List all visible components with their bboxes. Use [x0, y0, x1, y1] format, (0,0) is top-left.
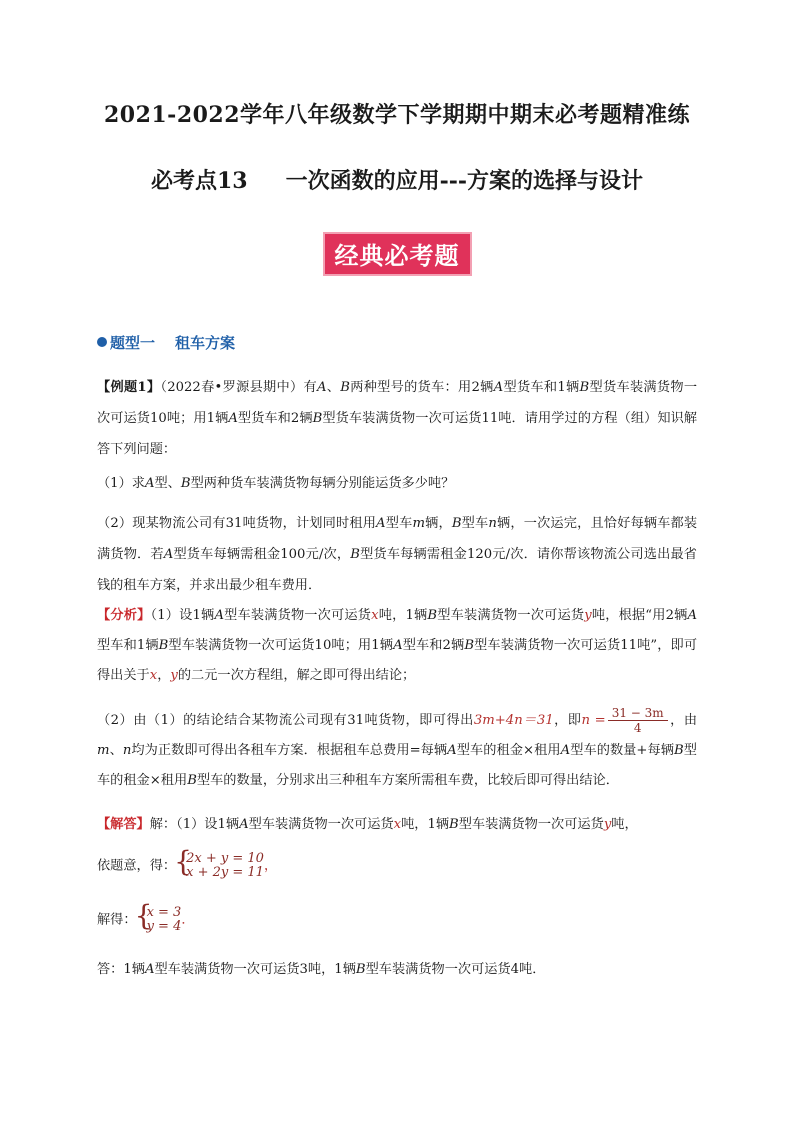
question-1: （1）求A型、B型两种货车装满货物每辆分别能运货多少吨？: [97, 476, 455, 491]
document-title: 2021-2022学年八年级数学下学期期中期末必考题精准练: [103, 102, 691, 128]
solution-result: 解得： { x = 3 y = 4 ．: [97, 906, 195, 934]
system-of-equations: { 2x + y = 10 x + 2y = 11: [176, 852, 264, 880]
section-label: 题型一: [110, 334, 156, 352]
fraction: $\frac{31 - 3m}{4}$: [608, 706, 668, 735]
example-tag: 【例题1】: [97, 380, 161, 395]
final-answer: 答：1辆A型车装满货物一次可运货3吨，1辆B型车装满货物一次可运货4吨．: [97, 962, 546, 977]
equation-system: 依题意，得： { 2x + y = 10 x + 2y = 11 ，: [97, 852, 277, 880]
analysis-tag: 【分析】: [97, 608, 151, 623]
solution-system: { x = 3 y = 4: [137, 906, 182, 934]
section-name: 租车方案: [175, 334, 236, 352]
topic-name: 一次函数的应用---方案的选择与设计: [285, 168, 644, 194]
topic-number: 必考点13: [150, 168, 248, 194]
analysis-part-1: 【分析】（1）设1辆A型车装满货物一次可运货x吨，1辆B型车装满货物一次可运货y吨，根据“用2辆A型车和1辆B型车装满货物一次可运货10吨；用1辆A型车和2辆B型车装满货物一次可运货11吨”，即可得出关于x，y的二元一次方程组，解之即可得出结论；: [97, 608, 698, 683]
badge-container: [0, 232, 794, 276]
section-heading: [97, 332, 235, 353]
example-statement: 【例题1】（2022春•罗源县期中）有A、B两种型号的货车：用2辆A型货车和1辆B型货车装满货物一次可运货10吨；用1辆A型货车和2辆B型货车装满货物一次可运货11吨．请用学过的方程（组）知识解答下列问题：: [97, 380, 698, 457]
solution-tag: 【解答】: [97, 817, 150, 832]
question-2: （2）现某物流公司有31吨货物，计划同时租用A型车m辆，B型车n辆，一次运完，且恰好每辆车都装满货物．若A型货车每辆需租金100元/次，B型货车每辆需租金120元/次．请你帮该物流公司选出最省钱的租车方案，并求出最少租车费用．: [97, 516, 698, 593]
classic-problems-badge: 经典必考题: [323, 232, 472, 276]
bullet-dot-icon: [97, 337, 107, 347]
analysis-part-2: （2）由（1）的结论结合某物流公司现有31吨货物，即可得出3m+4n＝31，即n = $\frac{31 - 3m}{4}$ ，由m、n均为正数即可得出各租车方案．根据租车总费用=每辆A型车的租金×租用A型车的数量+每辆B型车的租金×租用B型车的数量，分别求出三种租车方案所需租车费，比较后即可得出结论．: [97, 706, 698, 788]
solution-intro: 【解答】解：（1）设1辆A型车装满货物一次可运货x吨，1辆B型车装满货物一次可运货y吨，: [97, 817, 638, 832]
example-source: （2022春•罗源县期中）: [160, 380, 304, 395]
topic-title: [0, 164, 794, 195]
